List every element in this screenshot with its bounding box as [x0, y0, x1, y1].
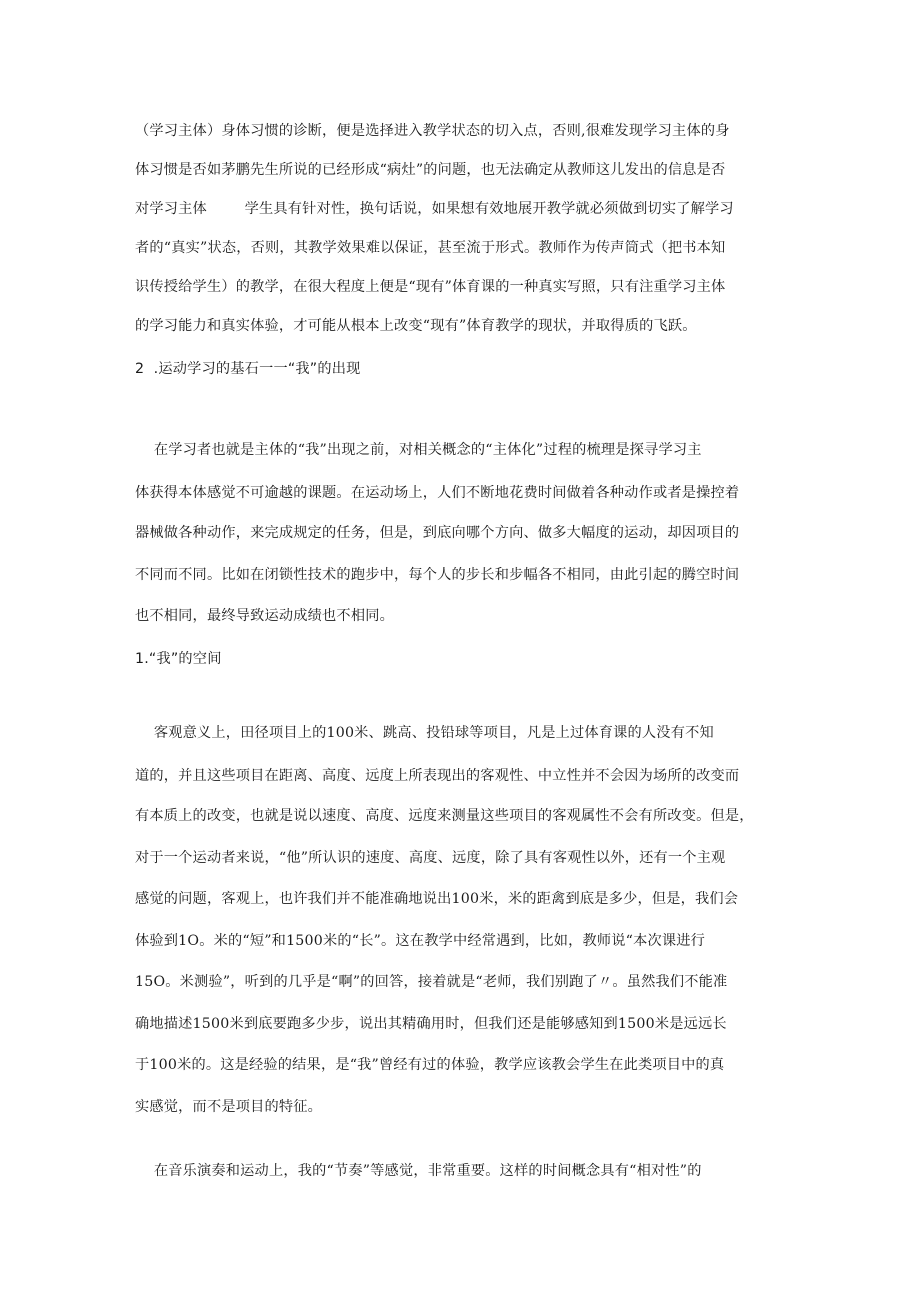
paragraph-3-line-7: 15O。米测验”，听到的几乎是“啊”的回答，接着就是“老师，我们别跑了〃。虽然我们不能准 — [135, 974, 728, 990]
paragraph-1-line-6: 的学习能力和真实体验，才可能从根本上改变“现有”体育教学的现状，并取得质的飞跃。 — [135, 318, 697, 334]
paragraph-3-line-8: 确地描述1500米到底要跑多少步，说出其精确用时，但我们还是能够感知到1500米是远远长 — [135, 1016, 727, 1032]
paragraph-2-line-1: 在学习者也就是主体的“我”出现之前，对相关概念的“主体化”过程的梳理是探寻学习主 — [135, 442, 702, 458]
paragraph-1-line-2: 体习惯是否如茅鹏先生所说的已经形成“病灶”的问题，也无法确定从教师这儿发出的信息是否 — [135, 162, 726, 178]
paragraph-3-line-10: 实感觉，而不是项目的特征。 — [135, 1099, 323, 1115]
paragraph-3-line-3: 有本质上的改变，也就是说以速度、高度、远度来测量这些项目的客观属性不会有所改变。但是， — [135, 808, 754, 824]
paragraph-3-line-1: 客观意义上，田径项目上的100米、跳高、投铅球等项目，凡是上过体育课的人没有不知 — [135, 725, 714, 741]
paragraph-1-line-4: 者的“真实”状态，否则，其教学效果难以保证，甚至流于形式。教师作为传声筒式（把书本知 — [135, 240, 726, 256]
paragraph-3-line-5: 感觉的问题，客观上，也许我们并不能准确地说出100米，米的距禽到底是多少，但是，我们会 — [135, 891, 739, 907]
paragraph-3-line-4: 对于一个运动者来说，“他”所认识的速度、高度、远度，除了具有客观性以外，还有一个主观 — [135, 850, 726, 866]
paragraph-2-line-4: 不同而不同。比如在闭锁性技术的跑步中，每个人的步长和步幅各不相同，由此引起的腾空时间 — [135, 567, 740, 583]
section-heading-3: 1.“我”的空间 — [135, 651, 222, 667]
paragraph-3-line-6: 体验到1O。米的“短”和1500米的“长”。这在教学中经常遇到，比如，教师说“本次课进行 — [135, 933, 706, 949]
section-heading-2: 2 .运动学习的基石一一“我”的出现 — [135, 361, 361, 377]
paragraph-1-line-5: 识传授给学生）的教学，在很大程度上便是“现有”体育课的一种真实写照，只有注重学习主体 — [135, 279, 726, 295]
paragraph-4-line-1: 在音乐演奏和运动上，我的“节奏”等感觉，非常重要。这样的时间概念具有“相对性”的 — [135, 1163, 702, 1179]
paragraph-2-line-3: 器械做各种动作，来完成规定的任务，但是，到底向哪个方向、做多大幅度的运动，却因项目的 — [135, 525, 740, 541]
paragraph-1-line-3: 对学习主体 学生具有针对性，换句话说，如果想有效地展开教学就必须做到切实了解学习 — [135, 201, 734, 217]
paragraph-2-line-5: 也不相同，最终导致运动成绩也不相同。 — [135, 608, 394, 624]
paragraph-1-line-1: （学习主体）身体习惯的诊断，便是选择进入教学状态的切入点，否则,很难发现学习主体的身 — [135, 123, 730, 139]
paragraph-2-line-2: 体获得本体感觉不可逾越的课题。在运动场上，人们不断地花费时间做着各种动作或者是操控着 — [135, 485, 740, 501]
paragraph-3-line-9: 于100米的。这是经验的结果，是“我”曾经有过的体验，教学应该教会学生在此类项目中的真 — [135, 1057, 725, 1073]
paragraph-3-line-2: 道的，并且这些项目在距离、高度、远度上所表现出的客观性、中立性并不会因为场所的改变而 — [135, 768, 740, 784]
